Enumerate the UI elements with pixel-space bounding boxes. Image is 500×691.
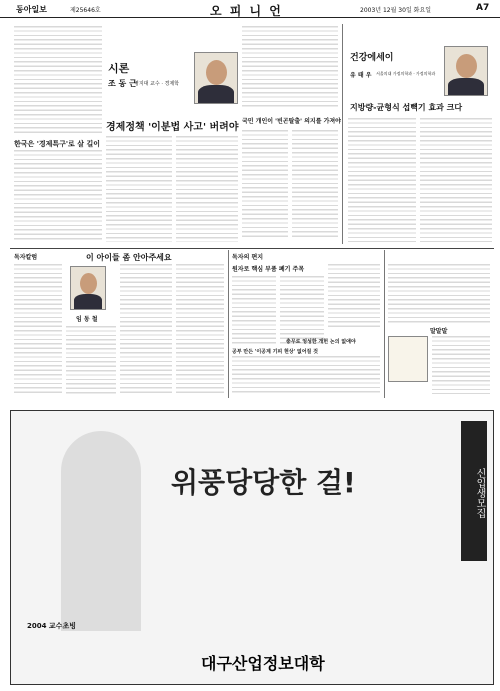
- section-heading: 한국은 '경제특구'로 살 길이: [14, 140, 100, 148]
- letter-headline: 원자로 핵심 부품 폐기 주목: [232, 266, 305, 273]
- text-column: [432, 336, 490, 394]
- paper-name: 동아일보: [16, 5, 47, 14]
- page-number: A7: [476, 3, 490, 13]
- health-author-title: 서울의대 가정의학과 · 가정의학과: [376, 71, 436, 76]
- text-column: [388, 264, 490, 324]
- health-headline: 지방량-균형식 섭뼉기 효과 크다: [350, 103, 463, 112]
- column-headline: 경제정책 '이분법 사고' 버려야: [106, 122, 239, 133]
- text-column: [328, 264, 380, 328]
- page-header: [0, 0, 500, 18]
- model-photo: [61, 431, 141, 631]
- section-title: 오 피 니 언: [210, 4, 283, 18]
- publish-date: 2003년 12월 30일 화요일: [360, 7, 432, 14]
- text-column: [14, 26, 102, 136]
- cartoon-label: 말말말: [430, 328, 448, 335]
- health-label: 건강에세이: [350, 53, 394, 63]
- text-column: [232, 276, 276, 346]
- author-photo: [70, 266, 106, 310]
- text-column: [348, 118, 416, 242]
- text-column: [292, 130, 338, 240]
- column-label: 시론: [108, 62, 130, 75]
- school-name: 대구산업정보대학: [201, 654, 325, 673]
- column-divider: [342, 24, 343, 244]
- reader-author: 임 동 철: [76, 316, 98, 323]
- cartoon-image: [388, 336, 428, 382]
- advertisement: [10, 410, 494, 685]
- letters-label: 독자의 편지: [232, 254, 264, 261]
- reader-headline: 이 아이들 좀 안아주세요: [86, 253, 172, 262]
- author-photo: [444, 46, 488, 96]
- ad-hero-text: 위풍당당한 걸!: [171, 466, 356, 499]
- health-author: 유 태 우: [350, 72, 372, 79]
- letter-headline: 공부 만든 '이공계 기피 현상' 없어질 것: [232, 349, 318, 355]
- column-divider: [228, 250, 229, 398]
- text-column: [280, 276, 324, 346]
- column-author: 조 동 근: [108, 79, 137, 88]
- text-column: [420, 118, 492, 242]
- author-photo: [194, 52, 238, 104]
- text-column: [120, 264, 172, 394]
- text-column: [106, 136, 172, 242]
- text-column: [242, 26, 338, 108]
- text-column: [176, 264, 224, 394]
- box-heading: 국민 개인이 '빈곤탈출' 의지를 가져야: [242, 118, 341, 125]
- column-author-title: 명지대 교수 · 경제학: [134, 81, 179, 87]
- reader-label: 독자칼럼: [14, 254, 38, 261]
- ad-year-banner: 2004 교수초빙: [27, 622, 76, 630]
- text-column: [14, 264, 62, 394]
- section-rule: [10, 248, 494, 249]
- text-column: [14, 150, 102, 242]
- text-column: [242, 130, 288, 240]
- ad-vertical-label: 신입생모집: [461, 421, 487, 561]
- letter-headline: 충무로 엉성한 개헌 논의 없애야: [286, 339, 356, 345]
- text-column: [66, 326, 116, 394]
- text-column: [176, 136, 238, 242]
- issue-number: 제25646호: [70, 7, 101, 14]
- text-column: [232, 356, 380, 394]
- column-divider: [384, 250, 385, 398]
